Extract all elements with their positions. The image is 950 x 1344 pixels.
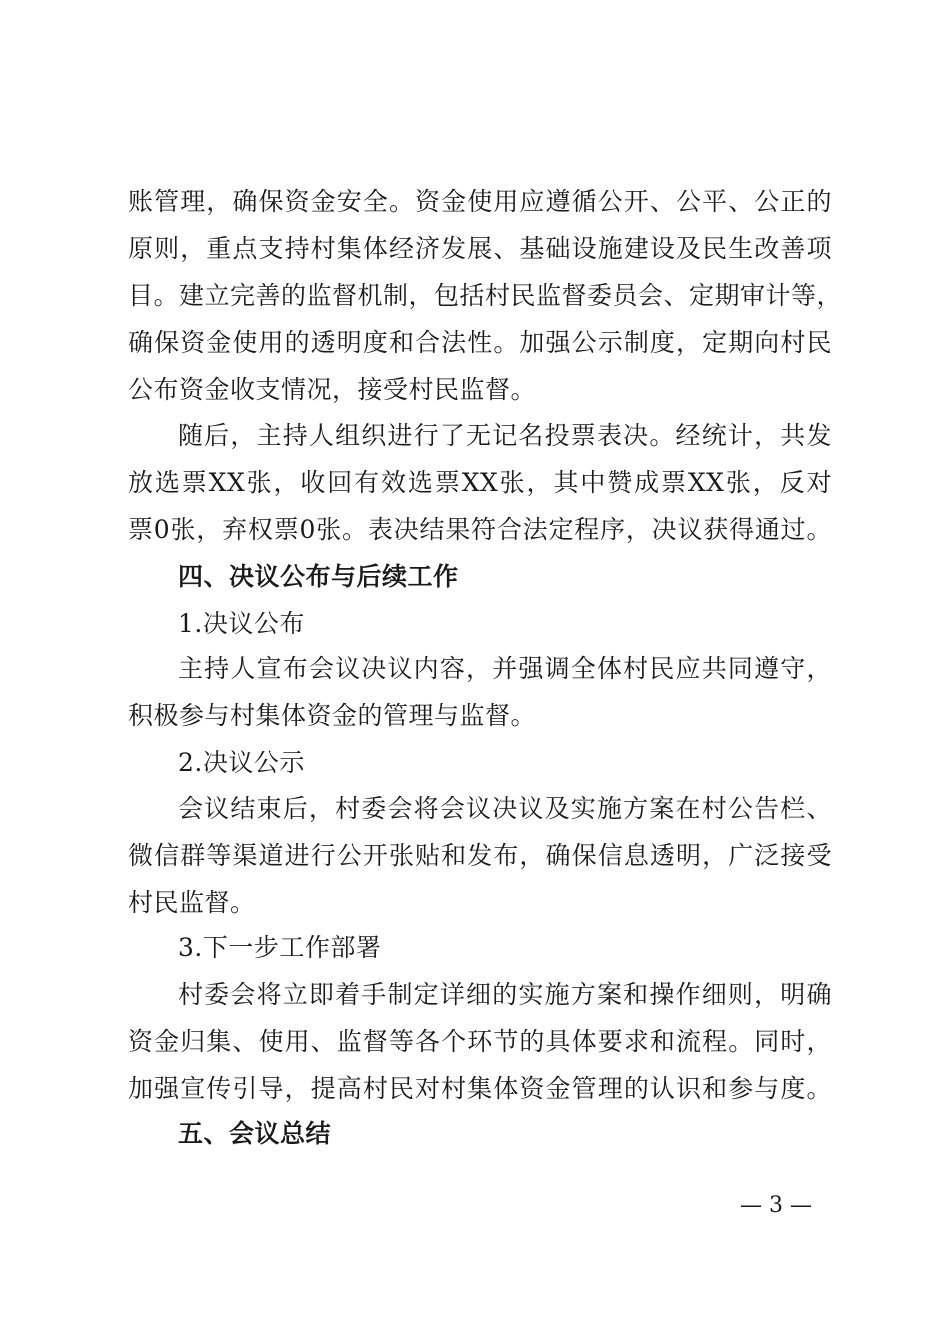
body-text-line: 会议结束后，村委会将会议决议及实施方案在村公告栏、 [178,794,832,823]
body-text-line: 放选票XX张，收回有效选票XX张，其中赞成票XX张，反对 [128,468,832,497]
section-heading-4: 四、决议公布与后续工作 [178,562,459,591]
subsection-heading: 1.决议公布 [178,609,305,638]
body-text-line: 确保资金使用的透明度和合法性。加强公示制度，定期向村民 [128,328,832,357]
body-text-line: 目。建立完善的监督机制，包括村民监督委员会、定期审计等， [128,281,843,310]
body-text-line: 村民监督。 [128,888,256,917]
body-text-line: 加强宣传引导，提高村民对村集体资金管理的认识和参与度。 [128,1074,832,1103]
section-heading-5: 五、会议总结 [178,1119,332,1148]
body-text-line: 村委会将立即着手制定详细的实施方案和操作细则，明确 [178,980,832,1009]
body-text-line: 账管理，确保资金安全。资金使用应遵循公开、公平、公正的 [128,187,832,216]
body-text-line: 公布资金收支情况，接受村民监督。 [128,375,537,404]
body-text-line: 微信群等渠道进行公开张贴和发布，确保信息透明，广泛接受 [128,841,832,870]
body-text-line: 积极参与村集体资金的管理与监督。 [128,701,537,730]
body-text-line: 原则，重点支持村集体经济发展、基础设施建设及民生改善项 [128,234,832,263]
body-text-line: 随后，主持人组织进行了无记名投票表决。经统计，共发 [178,421,832,450]
page-number: — 3 — [740,1193,812,1218]
subsection-heading: 3.下一步工作部署 [178,933,382,962]
body-text-line: 主持人宣布会议决议内容，并强调全体村民应共同遵守， [178,654,832,683]
subsection-heading: 2.决议公示 [178,748,305,777]
body-text-line: 资金归集、使用、监督等各个环节的具体要求和流程。同时， [128,1027,832,1056]
body-text-line: 票0张，弃权票0张。表决结果符合法定程序，决议获得通过。 [128,515,832,544]
